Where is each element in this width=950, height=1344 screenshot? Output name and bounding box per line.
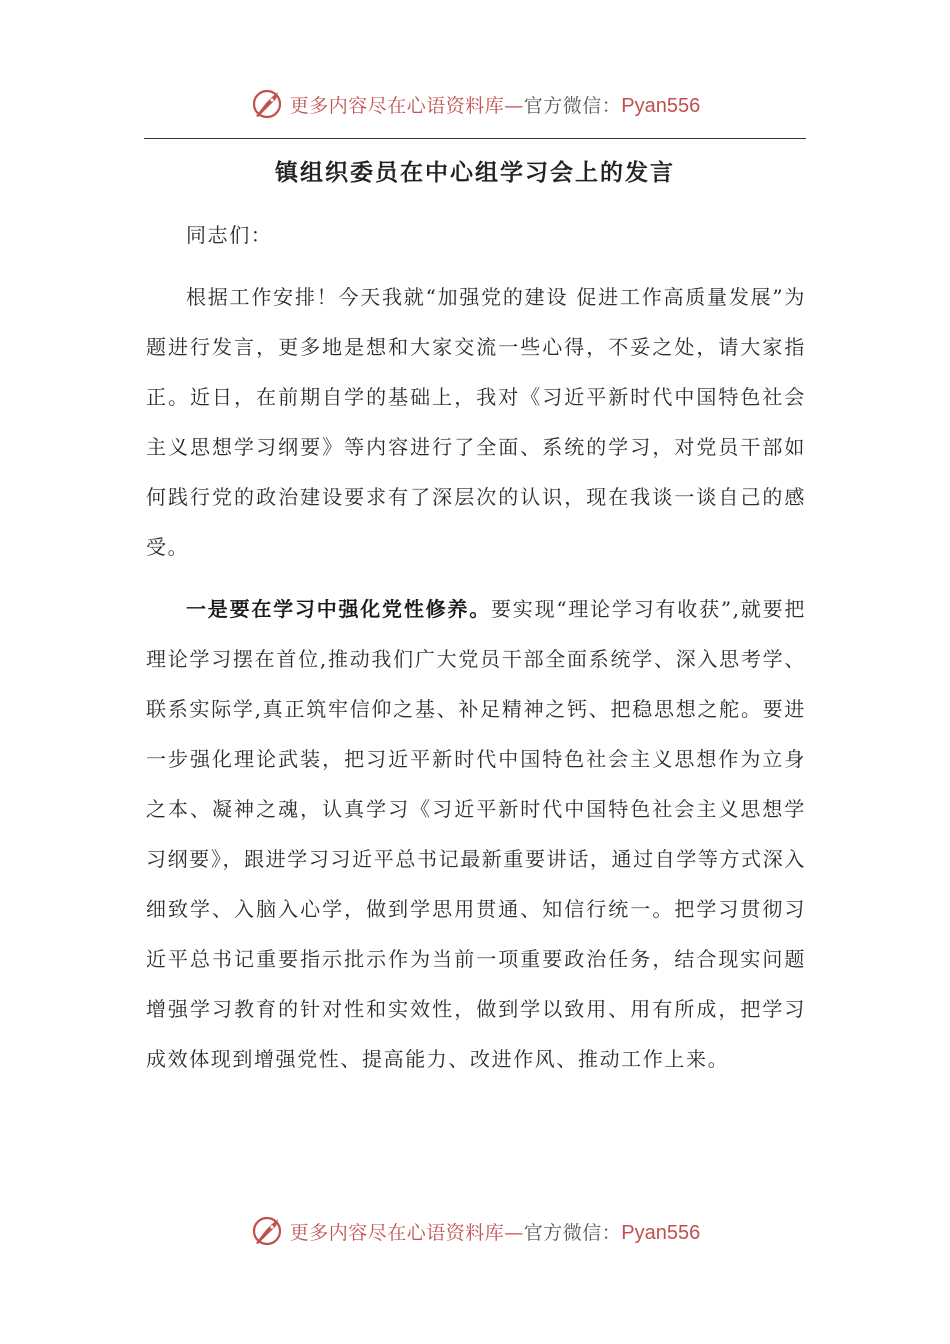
footer-banner-text [290,1218,701,1245]
salutation: 同志们： [186,223,273,247]
banner-dash: — [504,1221,524,1244]
banner-wechat-label: 官方微信： [523,1221,622,1244]
paragraph-2-lead: 一是要在学习中强化党性修养。 [186,597,491,621]
paragraph-2-body: 要实现“理论学习有收获”,就要把理论学习摆在首位,推动我们广大党员干部全面系统学、深入思考学、联系实际学,真正筑牢信仰之基、补足精神之钙、把稳思想之舵。要进一步强化理论武装，把习近平新时代中国特色社会主义思想作为立身之本、凝神之魂，认真学习《习近平新时代中国特色社会主义思想学习纲要》，跟进学习习近平总书记最新重要讲话，通过自学等方式深入细致学、入脑入心学，做到学思用贯通、知信行统一。把学习贯彻习近平总书记重要指示批示作为当前一项重要政治任务，结合现实问题增强学习教育的针对性和实效性，做到学以致用、用有所成，把学习成效体现到增强党性、提高能力、改进作风、推动工作上来。 [146,597,806,1071]
paragraph-2 [146,584,806,1084]
header-banner-text [290,91,701,118]
header-divider [144,138,806,139]
banner-wechat-label: 官方微信： [523,94,622,117]
banner-dash: — [504,94,524,117]
banner-wechat-handle: Pyan556 [621,1221,701,1244]
document-body [146,210,806,1084]
footer-banner [0,1211,950,1251]
banner-site-name: 更多内容尽在心语资料库 [289,1221,505,1244]
header-banner [0,84,950,124]
document-title: 镇组织委员在中心组学习会上的发言 [275,160,675,186]
pen-nib-logo-icon [250,1213,286,1249]
paragraph-1: 根据工作安排！今天我就“加强党的建设 促进工作高质量发展”为题进行发言，更多地是想和大家交流一些心得，不妥之处，请大家指正。近日，在前期自学的基础上，我对《习近平新时代中国特色社会主义思想学习纲要》等内容进行了全面、系统的学习，对党员干部如何践行党的政治建设要求有了深层次的认识，现在我谈一谈自己的感受。 [146,285,806,559]
banner-wechat-handle: Pyan556 [621,94,701,117]
pen-nib-logo-icon [250,86,286,122]
banner-site-name: 更多内容尽在心语资料库 [289,94,505,117]
